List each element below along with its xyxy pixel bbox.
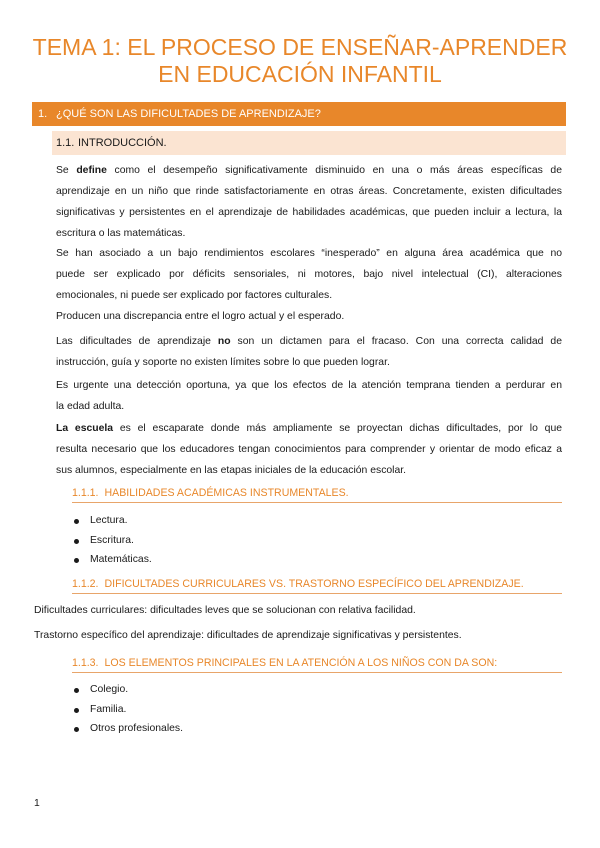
bullet-icon [74, 519, 79, 524]
list-item-text: Colegio. [90, 684, 129, 695]
text-line: Se han asociado a un bajo rendimientos escolares “inesperado” en alguna área académica que no [56, 248, 562, 259]
text-line: resulta necesario que los educadores tengan conocimientos para comprender y orientar de modo eficaz a [56, 444, 562, 455]
subheading-title: LOS ELEMENTOS PRINCIPALES EN LA ATENCIÓN A LOS NIÑOS CON DA SON: [104, 657, 498, 669]
title-line-2: EN EDUCACIÓN INFANTIL [158, 61, 442, 87]
section-heading-1 [32, 102, 566, 126]
subheading-title: DIFICULTADES CURRICULARES VS. TRASTORNO ESPECÍFICO DEL APRENDIZAJE. [104, 578, 524, 590]
text-line: instrucción, guía y soporte no existen límites sobre lo que pueden lograr. [56, 357, 390, 368]
text-run: Se [56, 165, 77, 176]
skills-list [72, 511, 152, 570]
bullet-icon [74, 539, 79, 544]
subheading-title: HABILIDADES ACADÉMICAS INSTRUMENTALES. [104, 487, 349, 499]
paragraph-causes [34, 243, 562, 306]
list-item-text: Matemáticas. [90, 554, 152, 565]
text-run: Las dificultades de aprendizaje [56, 336, 218, 347]
paragraph-curricular [34, 600, 562, 621]
text-run: son un dictamen para el fracaso. Con una correcta calidad de [230, 336, 562, 347]
bold-term: no [217, 336, 231, 347]
text-line: sus alumnos, especialmente en las etapas iniciales de la educación escolar. [56, 465, 407, 476]
paragraph-definition [34, 160, 562, 244]
text-line: escritura o las matemáticas. [56, 228, 186, 239]
section-number: 1. [38, 108, 48, 120]
text-line: Producen una discrepancia entre el logro actual y el esperado. [56, 311, 345, 322]
subheading-1-1-1 [72, 484, 562, 503]
list-item-text: Familia. [90, 703, 127, 715]
subheading-1-1-3 [72, 654, 562, 673]
bullet-icon [74, 708, 79, 713]
text-line: Dificultades curriculares: dificultades leves que se solucionan con relativa facilidad. [34, 605, 416, 616]
paragraph-disorder [34, 625, 562, 646]
bold-term: define [76, 165, 107, 176]
title-line-1: TEMA 1: EL PROCESO DE ENSEÑAR-APRENDER [32, 34, 568, 60]
text-line: emocionales, ni puede ser explicado por factores culturales. [56, 290, 333, 301]
list-item [72, 550, 152, 570]
bullet-icon [74, 688, 79, 693]
text-run: como el desempeño significativamente disminuido en una o más áreas específicas de [106, 165, 562, 176]
subheading-number: 1.1.1. [72, 487, 99, 499]
list-item [72, 680, 183, 700]
subsection-title: INTRODUCCIÓN. [78, 137, 167, 149]
text-line: significativas y persistentes en el aprendizaje de habilidades académicas, que pueden incluir a lectura, la [56, 207, 562, 218]
text-line: la edad adulta. [56, 401, 125, 412]
text-line: aprendizaje en un niño que rinde satisfactoriamente en otras áreas. Concretamente, existen dificultades [56, 186, 562, 197]
list-item-text: Lectura. [90, 515, 128, 526]
list-item-text: Escritura. [90, 534, 134, 546]
subsection-number: 1.1. [56, 137, 75, 149]
paragraph-discrepancy [34, 306, 562, 327]
document-title [0, 34, 600, 88]
text-line: puede ser explicado por déficits sensoriales, ni motores, bajo nivel intelectual (CI), alteraciones [56, 269, 562, 280]
text-run: es el escaparate donde más ampliamente se proyectan dichas dificultades, por lo que [113, 423, 562, 434]
list-item-text: Otros profesionales. [90, 723, 183, 734]
elements-list [72, 680, 183, 739]
section-title: ¿QUÉ SON LAS DIFICULTADES DE APRENDIZAJE? [56, 108, 321, 120]
text-line: Es urgente una detección oportuna, ya que los efectos de la atención temprana tienden a perdurar en [56, 380, 562, 391]
bullet-icon [74, 727, 79, 732]
paragraph-not-failure [34, 331, 562, 373]
list-item [72, 511, 152, 531]
list-item [72, 700, 183, 720]
subheading-number: 1.1.2. [72, 578, 99, 590]
bullet-icon [74, 558, 79, 563]
section-heading-1-1 [52, 131, 566, 155]
subheading-number: 1.1.3. [72, 657, 99, 669]
page-number: 1 [34, 798, 40, 809]
text-line: Trastorno específico del aprendizaje: dificultades de aprendizaje significativas y persistentes. [34, 630, 462, 641]
bold-term: La escuela [56, 423, 114, 434]
subheading-1-1-2 [72, 575, 562, 594]
list-item [72, 531, 152, 551]
paragraph-school [34, 418, 562, 481]
paragraph-detection [34, 375, 562, 417]
list-item [72, 719, 183, 739]
